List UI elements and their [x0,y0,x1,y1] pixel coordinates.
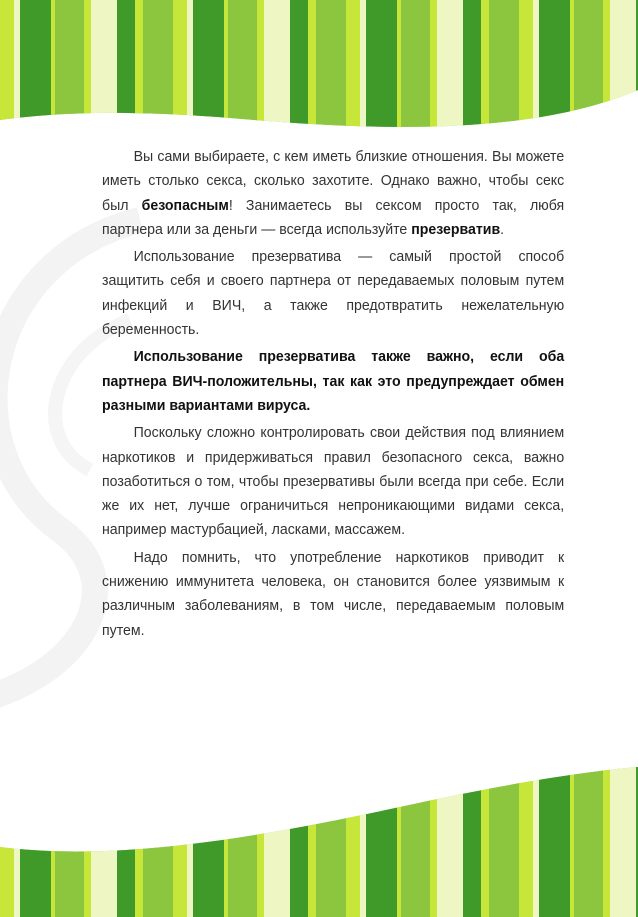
stripe [561,767,570,917]
stripe [20,767,42,917]
stripe [290,767,295,917]
stripe [228,767,246,917]
stripe [51,767,55,917]
stripe [187,0,193,140]
paragraph-drugs-control: Поскольку сложно контролировать свои действия под влиянием наркотиков и придерживаться правил безопасного секса, важно позаботиться о том, чтобы презервативы были всегда при себе. Если же их нет, лучше ограничиться непроникающими видами секса, например мастурбацией, ласками, массажем. [102,424,565,539]
stripe [163,0,173,140]
stripe [430,0,437,140]
stripe [55,0,73,140]
stripe [603,767,610,917]
stripe [0,0,14,140]
stripe [143,0,163,140]
stripe [366,0,388,140]
stripe [135,0,143,140]
stripe [366,767,388,917]
stripe [224,767,228,917]
stripe [117,0,122,140]
stripe [533,767,539,917]
text-segment: . [500,220,505,238]
stripe [592,0,603,140]
stripe [397,0,401,140]
stripe [397,767,401,917]
bottom-stripe-banner [0,767,638,917]
stripe [463,0,468,140]
stripe [539,0,561,140]
stripe [570,767,574,917]
paragraph-hiv-positive: Использование презерватива также важно, если оба партнера ВИЧ-положительны, так как это предупреждает обмен разными вариантами вируса. [102,348,565,414]
stripe [20,0,42,140]
stripe [463,767,468,917]
stripe [163,767,173,917]
stripe [561,0,570,140]
stripe [509,0,519,140]
stripe [187,767,193,917]
stripe [264,0,290,140]
stripe [228,0,246,140]
stripe [91,767,117,917]
stripe [401,0,419,140]
emphasis-safe: безопасным [141,196,229,214]
stripe [91,0,117,140]
stripe [519,0,533,140]
stripe [610,0,636,140]
stripe [295,767,308,917]
stripe [437,767,463,917]
stripe [388,767,397,917]
stripe [401,767,419,917]
stripe [193,0,215,140]
stripe [122,767,135,917]
stripe [290,0,295,140]
stripe [0,767,14,917]
stripe [224,0,228,140]
stripe [468,767,481,917]
stripe [430,767,437,917]
stripe [264,767,290,917]
stripe [308,0,316,140]
stripe [42,767,51,917]
stripe [489,0,509,140]
stripe [533,0,539,140]
stripe [316,767,336,917]
stripe [489,767,509,917]
stripe [437,0,463,140]
stripe [55,767,73,917]
text-segment: Вы сами выбираете, с кем иметь близкие отношения. Вы можете иметь столько секса, сколько захотите. Однако важно, чтобы секс был [102,148,565,214]
stripe [336,767,346,917]
stripe [73,767,84,917]
stripe [509,767,519,917]
stripe [42,0,51,140]
stripe [173,767,187,917]
stripe [468,0,481,140]
stripe [592,767,603,917]
top-stripe-banner [0,0,638,140]
stripe [388,0,397,140]
stripe [481,767,489,917]
stripe [316,0,336,140]
stripe [246,767,257,917]
stripe [346,767,360,917]
stripe [308,767,316,917]
text-segment: ! Занимаетесь вы сексом просто так, любя партнера или за деньги — всегда используйте [102,196,565,238]
paragraph-immunity: Надо помнить, что употребление наркотиков приводит к снижению иммунитета человека, он становится более уязвимым к различным заболеваниям, в том числе, передаваемым половым путем. [102,548,565,639]
stripe [117,767,122,917]
stripe [295,0,308,140]
stripe [193,767,215,917]
stripe [519,767,533,917]
stripe [246,0,257,140]
stripe [73,0,84,140]
stripe [14,767,20,917]
stripe [360,767,366,917]
stripe [84,0,91,140]
stripe [51,0,55,140]
paragraph-choice [102,145,564,242]
stripe [14,0,20,140]
stripe [173,0,187,140]
stripe [257,767,264,917]
stripe [346,0,360,140]
stripe [419,0,430,140]
stripe [360,0,366,140]
stripe [419,767,430,917]
stripe [574,0,592,140]
stripe [481,0,489,140]
emphasis-condom: презерватив [411,220,501,238]
stripe [574,767,592,917]
stripe [610,767,636,917]
stripe [257,0,264,140]
stripe [215,0,224,140]
stripe [603,0,610,140]
stripe [336,0,346,140]
stripe [84,767,91,917]
stripe [539,767,561,917]
stripe [143,767,163,917]
stripe [215,767,224,917]
paragraph-condom-use: Использование презерватива — самый простой способ защитить себя и своего партнера от передаваемых половым путем инфекций и ВИЧ, а также предотвратить нежелательную беременность. [102,248,565,339]
stripe [570,0,574,140]
main-text-block [102,145,564,646]
stripe [122,0,135,140]
stripe [135,767,143,917]
